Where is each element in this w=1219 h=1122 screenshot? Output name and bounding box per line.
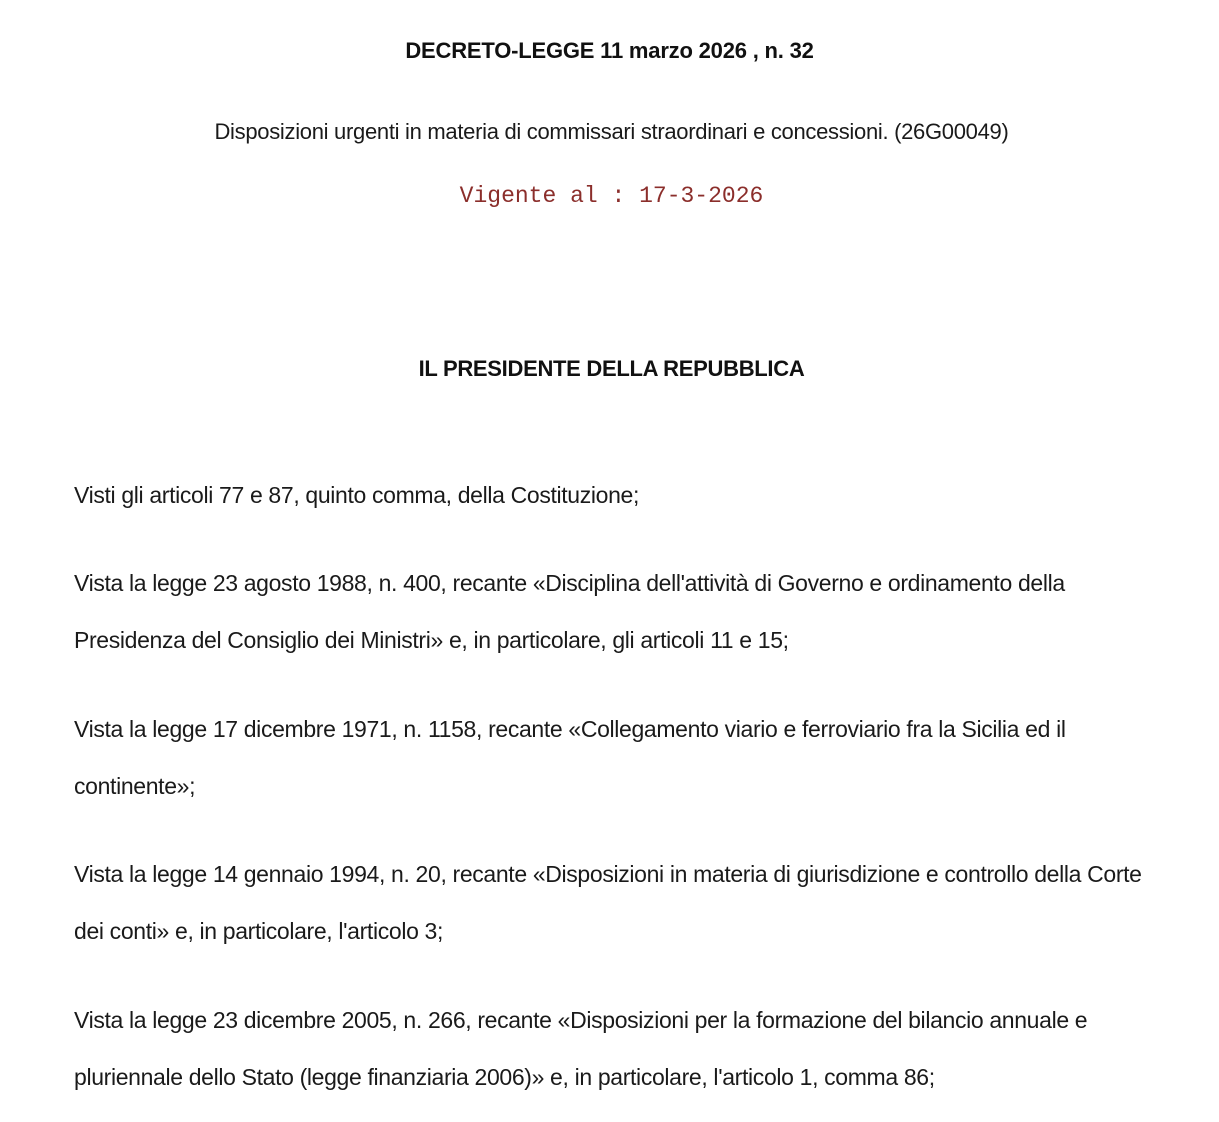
decree-title: DECRETO-LEGGE 11 marzo 2026 , n. 32 (405, 38, 814, 63)
vigente-date: Vigente al : 17-3-2026 (459, 183, 764, 209)
preamble-paragraph: Vista la legge 23 dicembre 2005, n. 266, recante «Disposizioni per la formazione del bilancio annuale e pluriennale dello Stato (legge finanziaria 2006)» e, in particolare, l'articolo 1, comma 86; (74, 1007, 1088, 1090)
preamble-paragraph: Vista la legge 23 agosto 1988, n. 400, recante «Disciplina dell'attività di Governo e ordinamento della Presidenza del Consiglio dei Ministri» e, in particolare, gli articoli 11 e 15; (74, 570, 1065, 653)
preamble-paragraph: Visti gli articoli 77 e 87, quinto comma, della Costituzione; (74, 482, 640, 508)
preamble-paragraph: Vista la legge 17 dicembre 1971, n. 1158, recante «Collegamento viario e ferroviario fra la Sicilia ed il continente»; (74, 716, 1066, 799)
president-heading: IL PRESIDENTE DELLA REPUBBLICA (418, 356, 805, 381)
preamble-paragraph: Vista la legge 14 gennaio 1994, n. 20, recante «Disposizioni in materia di giurisdizione e controllo della Corte dei conti» e, in particolare, l'articolo 3; (74, 861, 1142, 944)
decree-subtitle: Disposizioni urgenti in materia di commissari straordinari e concessioni. (26G00049) (214, 119, 1009, 144)
